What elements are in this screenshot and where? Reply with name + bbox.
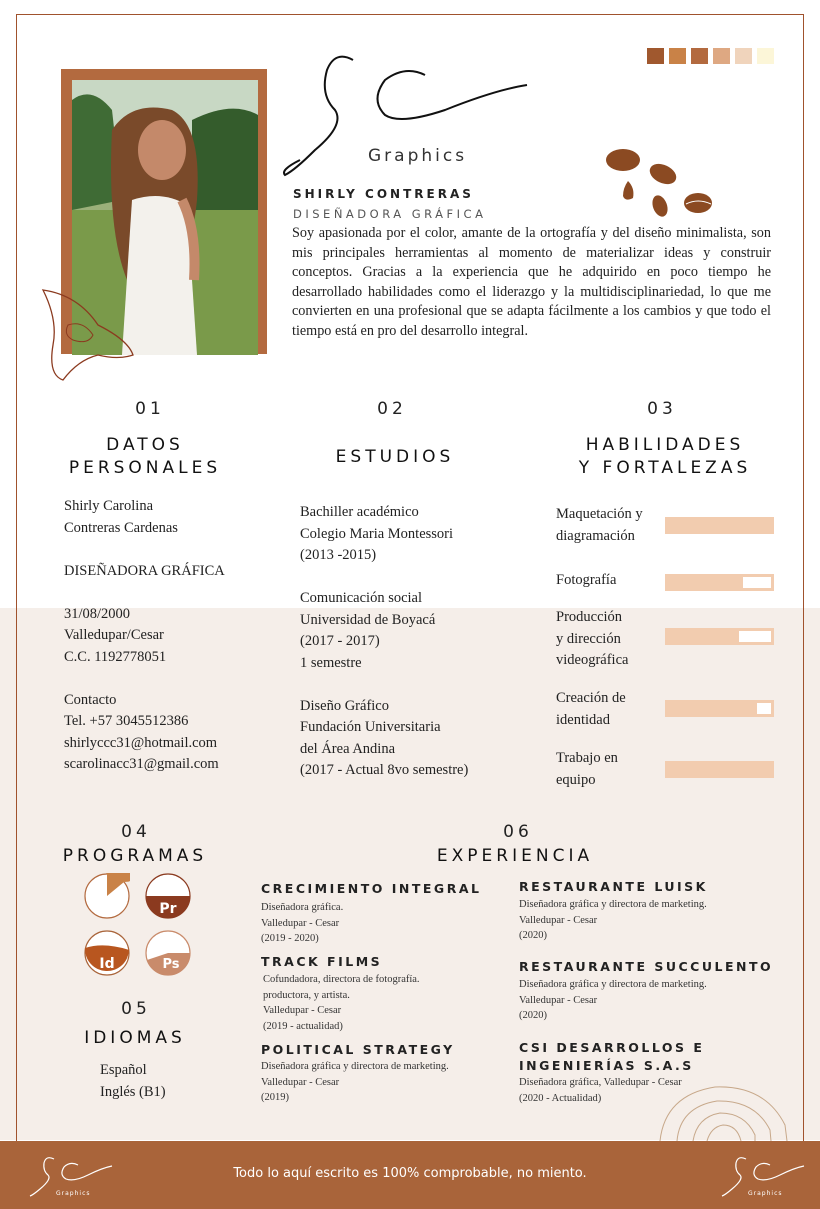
swatch xyxy=(757,48,774,64)
job-line: (2020) xyxy=(519,930,547,941)
program-label: Pr xyxy=(159,901,177,917)
photoshop-icon xyxy=(145,930,191,976)
section-number: 05 xyxy=(121,999,151,1019)
job-line: (2019 - 2020) xyxy=(261,933,319,944)
swatch xyxy=(647,48,664,64)
job-details xyxy=(261,1059,449,1106)
datos-line: C.C. 1192778051 xyxy=(64,648,167,665)
estudios-line: 1 semestre xyxy=(300,654,362,671)
estudios-line: Comunicación social xyxy=(300,590,423,606)
job-line: (2019) xyxy=(261,1092,289,1103)
swatch xyxy=(713,48,730,64)
estudios-content xyxy=(300,502,468,782)
skill-bar xyxy=(665,761,774,778)
swatch xyxy=(691,48,708,64)
skill-label-line: y dirección xyxy=(556,630,621,647)
job-company: POLITICAL STRATEGY xyxy=(261,1042,455,1057)
footer-logo-sub: Graphics xyxy=(56,1190,91,1197)
drops-decoration xyxy=(603,146,723,226)
job-line: Diseñadora gráfica y directora de marketing. xyxy=(261,1061,449,1072)
section-title-datos xyxy=(50,434,240,480)
swatch xyxy=(735,48,752,64)
datos-line: DISEÑADORA GRÁFICA xyxy=(64,562,225,579)
skill-label xyxy=(556,504,643,547)
logo-subtitle: Graphics xyxy=(368,146,468,166)
footer xyxy=(0,1141,820,1209)
estudios-line: (2017 - 2017) xyxy=(300,633,380,649)
footer-logo-sub: Graphics xyxy=(748,1190,783,1197)
title-line: DATOS xyxy=(106,435,184,455)
job-company: RESTAURANTE SUCCULENTO xyxy=(519,959,774,974)
section-number: 01 xyxy=(135,399,165,419)
skill-bar xyxy=(665,700,774,717)
skill-bar xyxy=(665,517,774,534)
contour-decoration xyxy=(655,1075,790,1141)
skill-label xyxy=(556,607,628,672)
title-line: PERSONALES xyxy=(68,458,222,478)
skill-bar xyxy=(665,574,774,591)
skill-label-line: equipo xyxy=(556,771,596,788)
job-details xyxy=(261,900,343,947)
datos-line[interactable]: shirlyccc31@hotmail.com xyxy=(64,734,218,751)
job-line: Valledupar - Cesar xyxy=(263,1005,342,1016)
skill-label xyxy=(556,688,626,731)
datos-line: Shirly Carolina xyxy=(64,498,154,514)
job-line: Diseñadora gráfica. xyxy=(261,902,344,913)
job-details xyxy=(519,977,707,1024)
job-line: (2020) xyxy=(519,1010,547,1021)
estudios-line: (2017 - Actual 8vo semestre) xyxy=(300,762,469,778)
skill-label xyxy=(556,570,616,592)
job-line: Cofundadora, directora de fotografía. xyxy=(263,974,420,985)
skill-bar-remainder xyxy=(739,631,771,642)
skill-bar xyxy=(665,628,774,645)
premiere-icon xyxy=(145,873,191,919)
job-line: Diseñadora gráfica, Valledupar - Cesar xyxy=(519,1077,682,1088)
skill-label-line: Fotografía xyxy=(556,572,617,588)
swatch xyxy=(669,48,686,64)
job-line: productora, y artista. xyxy=(263,989,350,1001)
skill-label-line: Creación de xyxy=(556,690,626,706)
job-line: (2019 - actualidad) xyxy=(263,1020,343,1032)
job-line: Valledupar - Cesar xyxy=(519,914,598,926)
title-line: HABILIDADES xyxy=(585,435,745,455)
skill-label-line: Trabajo en xyxy=(556,750,618,766)
skill-label-line: diagramación xyxy=(556,527,635,544)
datos-line: Tel. +57 3045512386 xyxy=(64,713,189,729)
datos-line[interactable]: scarolinacc31@gmail.com xyxy=(64,756,219,772)
skill-label xyxy=(556,748,618,791)
job-company: RESTAURANTE LUISK xyxy=(519,879,708,894)
estudios-line: Universidad de Boyacá xyxy=(300,611,436,628)
job-company xyxy=(519,1039,704,1075)
section-title-idiomas: IDIOMAS xyxy=(84,1028,186,1048)
section-title-experiencia: EXPERIENCIA xyxy=(436,846,594,866)
squiggle-decoration xyxy=(38,285,138,385)
title-line: Y FORTALEZAS xyxy=(578,458,752,478)
skill-label-line: videográfica xyxy=(556,652,629,668)
datos-line: Contreras Cardenas xyxy=(64,519,178,536)
indesign-icon xyxy=(84,930,130,976)
estudios-line: Diseño Gráfico xyxy=(300,697,389,714)
job-company: TRACK FILMS xyxy=(261,954,383,969)
footer-text: Todo lo aquí escrito es 100% comprobable, no miento. xyxy=(233,1166,587,1181)
skill-label-line: Producción xyxy=(556,609,623,625)
job-line: (2020 - Actualidad) xyxy=(519,1092,602,1104)
profile-role: DISEÑADORA GRÁFICA xyxy=(293,207,487,221)
illustrator-icon xyxy=(84,873,130,919)
program-label: Id xyxy=(99,956,115,972)
program-label: Ai xyxy=(99,895,115,911)
section-number: 02 xyxy=(377,399,407,419)
job-company-line: INGENIERÍAS S.A.S xyxy=(519,1058,694,1073)
job-company-line: CSI DESARROLLOS E xyxy=(519,1040,705,1055)
language-item: Inglés (B1) xyxy=(100,1084,166,1100)
job-line: Valledupar - Cesar xyxy=(261,917,340,929)
job-details xyxy=(263,972,420,1034)
section-title-programas: PROGRAMAS xyxy=(62,846,208,866)
section-title-habilidades xyxy=(555,434,775,480)
profile-name: SHIRLY CONTRERAS xyxy=(293,187,474,201)
datos-line: Valledupar/Cesar xyxy=(64,627,164,643)
datos-line: 31/08/2000 xyxy=(64,605,131,622)
footer-logo-right xyxy=(718,1149,808,1199)
language-item: Español xyxy=(100,1062,147,1078)
section-number: 06 xyxy=(503,822,533,842)
skill-bar-remainder xyxy=(757,703,771,714)
program-label: Ps xyxy=(162,957,180,972)
section-number: 03 xyxy=(647,399,677,419)
skill-bar-remainder xyxy=(743,577,771,588)
skill-label-line: identidad xyxy=(556,711,610,728)
job-line: Valledupar - Cesar xyxy=(261,1076,340,1088)
section-number: 04 xyxy=(121,822,151,842)
estudios-line: Bachiller académico xyxy=(300,504,419,520)
job-company: CRECIMIENTO INTEGRAL xyxy=(261,881,482,896)
estudios-line: (2013 -2015) xyxy=(300,547,377,563)
section-title-estudios: ESTUDIOS xyxy=(335,447,455,467)
job-line: Valledupar - Cesar xyxy=(519,994,598,1006)
job-details xyxy=(519,897,707,944)
job-line: Diseñadora gráfica y directora de marketing. xyxy=(519,979,707,990)
skill-label-line: Maquetación y xyxy=(556,506,643,522)
estudios-line: Colegio Maria Montessori xyxy=(300,525,454,542)
estudios-line: Fundación Universitaria xyxy=(300,719,441,735)
color-palette xyxy=(647,48,774,64)
estudios-line: del Área Andina xyxy=(300,740,396,757)
datos-content xyxy=(64,496,225,776)
profile-bio: Soy apasionada por el color, amante de la ortografía y del diseño minimalista, son mis principales herramientas al momento de materializar ideas y construir conceptos. Gracias a la experiencia que he adquirido en poco tiempo he desarrollado habilidades como el liderazgo y la multidisciplinariedad, lo que me convierten en una profesional que se adapta fácilmente a los cambios y que todo el tiempo está en pro del desarrollo integral. xyxy=(292,225,771,339)
datos-line: Contacto xyxy=(64,691,117,708)
job-line: Diseñadora gráfica y directora de marketing. xyxy=(519,899,707,910)
